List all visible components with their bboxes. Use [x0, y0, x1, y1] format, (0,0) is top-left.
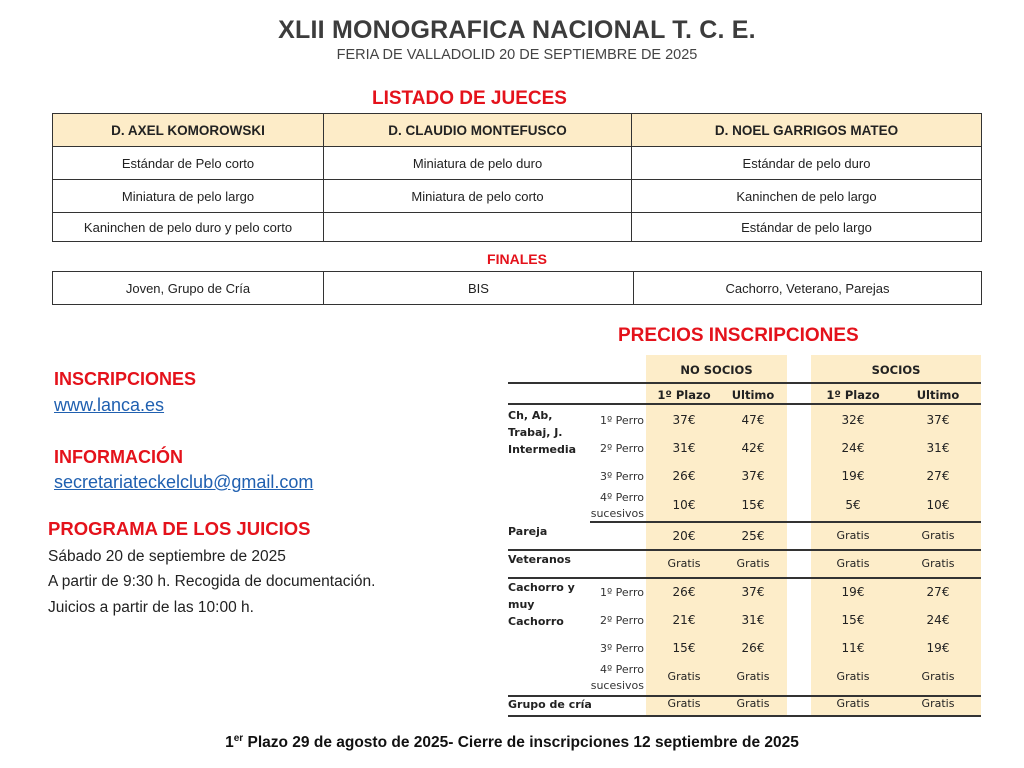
price-value: 37€ — [741, 585, 765, 599]
price-value: Gratis — [836, 670, 870, 683]
price-category: Cachorro y muy Cachorro — [508, 581, 575, 628]
event-subtitle: FERIA DE VALLADOLID 20 DE SEPTIEMBRE DE 2025 — [336, 47, 698, 63]
price-value: 19€ — [841, 585, 865, 599]
price-value: Gratis — [667, 557, 701, 570]
price-value: Gratis — [667, 697, 701, 710]
dog-order-label: 4º Perro sucesivos — [590, 663, 644, 692]
programa-line: A partir de 9:30 h. Recogida de documentación. — [48, 573, 376, 590]
breed-cell: Estándar de pelo largo — [632, 213, 982, 242]
price-category: Pareja — [508, 525, 548, 538]
precios-heading: PRECIOS INSCRIPCIONES — [618, 325, 859, 346]
subheader: Ultimo — [731, 388, 775, 402]
dog-order-label: 2º Perro — [599, 442, 644, 455]
price-value: 5€ — [845, 498, 861, 512]
divider — [508, 382, 981, 384]
breed-cell — [324, 213, 632, 242]
inscripciones-link[interactable]: www.lanca.es — [54, 395, 165, 415]
finales-cell: Joven, Grupo de Cría — [53, 272, 324, 305]
price-value: 42€ — [741, 441, 765, 455]
programa-line: Juicios a partir de las 10:00 h. — [48, 599, 254, 616]
deadline-footer — [0, 733, 1024, 752]
event-title: XLII MONOGRAFICA NACIONAL T. C. E. — [278, 16, 756, 44]
price-value: Gratis — [836, 697, 870, 710]
price-value: Gratis — [667, 670, 701, 683]
breed-cell: Estándar de Pelo corto — [53, 147, 324, 180]
email-link[interactable]: secretariateckelclub@gmail.com — [54, 472, 314, 492]
price-value: 19€ — [841, 469, 865, 483]
price-value: Gratis — [736, 670, 770, 683]
dog-order-label: 1º Perro — [599, 586, 644, 599]
price-category: Grupo de cría — [508, 698, 592, 711]
breed-cell: Kaninchen de pelo duro y pelo corto — [53, 213, 324, 242]
table-row — [53, 272, 982, 305]
programa-heading: PROGRAMA DE LOS JUICIOS — [48, 518, 311, 539]
breed-cell: Miniatura de pelo corto — [324, 180, 632, 213]
price-value: 32€ — [841, 413, 865, 427]
divider — [508, 549, 981, 551]
dog-order-label: 3º Perro — [599, 470, 644, 483]
price-value: 26€ — [741, 641, 765, 655]
price-value: 25€ — [741, 529, 765, 543]
price-value: Gratis — [736, 557, 770, 570]
breed-cell: Miniatura de pelo duro — [324, 147, 632, 180]
price-value: 37€ — [926, 413, 950, 427]
price-category: Veteranos — [508, 553, 571, 566]
inscripciones-heading: INSCRIPCIONES — [54, 369, 197, 389]
price-value: 24€ — [926, 613, 950, 627]
finales-cell: Cachorro, Veterano, Parejas — [634, 272, 982, 305]
price-value: 31€ — [926, 441, 950, 455]
price-value: 27€ — [926, 469, 950, 483]
subheader: 1º Plazo — [826, 388, 880, 402]
price-value: 37€ — [672, 413, 696, 427]
price-value: 21€ — [672, 613, 696, 627]
price-value: Gratis — [921, 557, 955, 570]
dog-order-label: 4º Perro sucesivos — [590, 491, 644, 520]
footer-sup: er — [233, 733, 244, 744]
judge-name: D. CLAUDIO MONTEFUSCO — [324, 114, 632, 147]
dog-order-label: 2º Perro — [599, 614, 644, 627]
price-value: 27€ — [926, 585, 950, 599]
judges-header-row — [53, 114, 982, 147]
finales-heading: FINALES — [487, 251, 547, 267]
price-table — [508, 355, 981, 715]
judge-name: D. AXEL KOMOROWSKI — [53, 114, 324, 147]
breed-cell: Miniatura de pelo largo — [53, 180, 324, 213]
subheader: 1º Plazo — [657, 388, 711, 402]
table-row — [53, 180, 982, 213]
dog-order-label: 3º Perro — [599, 642, 644, 655]
informacion-heading: INFORMACIÓN — [54, 447, 183, 467]
price-value: 26€ — [672, 585, 696, 599]
footer-prefix: 1 — [225, 734, 234, 752]
price-value: Gratis — [921, 697, 955, 710]
dog-order-label: 1º Perro — [599, 414, 644, 427]
breed-cell: Estándar de pelo duro — [632, 147, 982, 180]
divider — [590, 521, 981, 523]
price-value: Gratis — [736, 697, 770, 710]
table-row — [53, 213, 982, 242]
price-value: 24€ — [841, 441, 865, 455]
group-header: SOCIOS — [871, 363, 921, 377]
divider — [508, 403, 981, 405]
price-value: 31€ — [672, 441, 696, 455]
finales-table — [52, 271, 982, 305]
price-value: 10€ — [926, 498, 950, 512]
price-value: 37€ — [741, 469, 765, 483]
divider — [508, 577, 981, 579]
price-value: 11€ — [841, 641, 865, 655]
price-value: 20€ — [672, 529, 696, 543]
finales-cell: BIS — [324, 272, 634, 305]
price-value: 31€ — [741, 613, 765, 627]
price-category: Ch, Ab, Trabaj, J. Intermedia — [508, 409, 577, 456]
price-value: 15€ — [672, 641, 696, 655]
judges-table — [52, 113, 982, 242]
price-value: 15€ — [841, 613, 865, 627]
price-value: 47€ — [741, 413, 765, 427]
price-value: Gratis — [921, 670, 955, 683]
table-row — [53, 147, 982, 180]
divider — [508, 715, 981, 717]
price-value: Gratis — [836, 557, 870, 570]
price-value: 15€ — [741, 498, 765, 512]
subheader: Ultimo — [916, 388, 960, 402]
footer-text: Plazo 29 de agosto de 2025- Cierre de inscripciones 12 septiembre de 2025 — [243, 734, 799, 752]
breed-cell: Kaninchen de pelo largo — [632, 180, 982, 213]
judges-heading: LISTADO DE JUECES — [372, 88, 567, 109]
programa-line: Sábado 20 de septiembre de 2025 — [48, 548, 286, 565]
price-value: Gratis — [921, 529, 955, 542]
price-value: 10€ — [672, 498, 696, 512]
price-value: 26€ — [672, 469, 696, 483]
group-header: NO SOCIOS — [680, 363, 753, 377]
price-value: 19€ — [926, 641, 950, 655]
judge-name: D. NOEL GARRIGOS MATEO — [632, 114, 982, 147]
price-value: Gratis — [836, 529, 870, 542]
